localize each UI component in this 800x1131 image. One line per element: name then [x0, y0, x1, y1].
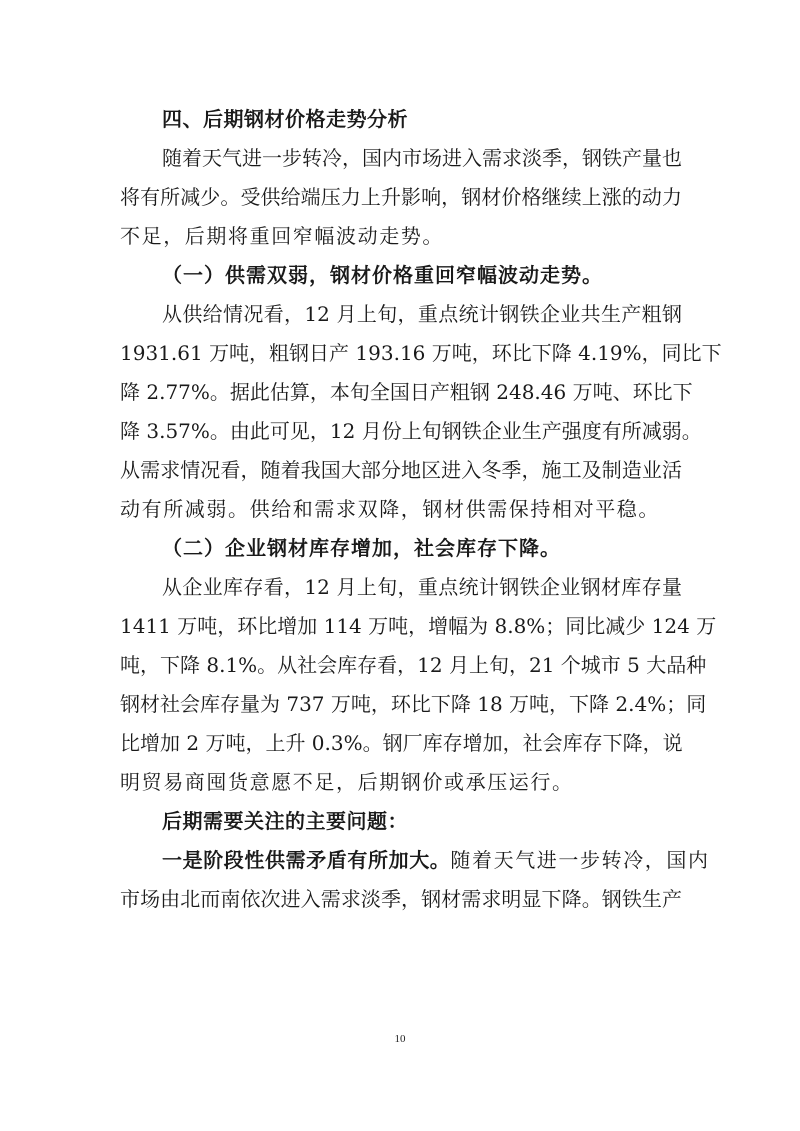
paragraph-line: 降 2.77%。据此估算，本旬全国日产粗钢 248.46 万吨、环比下	[120, 380, 693, 404]
issue-item-1	[120, 841, 710, 880]
page-number: 10	[394, 1033, 406, 1045]
paragraph-line: 钢材社会库存量为 737 万吨，环比下降 18 万吨，下降 2.4%；同	[120, 692, 707, 716]
paragraph-line: 市场由北而南依次进入需求淡季，钢材需求明显下降。钢铁生产	[120, 887, 682, 911]
paragraph-line: 吨，下降 8.1%。从社会库存看，12 月上旬，21 个城市 5 大品种	[120, 653, 707, 677]
paragraph-line: 不足，后期将重回窄幅波动走势。	[120, 224, 444, 248]
issue-item-1-text: 随着天气进一步转冷，国内	[450, 848, 710, 872]
paragraph-line: 动有所减弱。供给和需求双降，钢材供需保持相对平稳。	[120, 497, 660, 521]
paragraph-line: 将有所减少。受供给端压力上升影响，钢材价格继续上涨的动力	[120, 185, 682, 209]
paragraph-line: 从需求情况看，随着我国大部分地区进入冬季，施工及制造业活	[120, 458, 682, 482]
subsection-heading-2: （二）企业钢材库存增加，社会库存下降。	[162, 536, 561, 560]
paragraph-line: 1411 万吨，环比增加 114 万吨，增幅为 8.8%；同比减少 124 万	[120, 614, 717, 638]
document-page	[120, 100, 722, 919]
paragraph-line: 从供给情况看，12 月上旬，重点统计钢铁企业共生产粗钢	[162, 302, 682, 326]
issue-item-1-lead: 一是阶段性供需矛盾有所加大。	[162, 848, 451, 872]
paragraph-line: 1931.61 万吨，粗钢日产 193.16 万吨，环比下降 4.19%，同比下	[120, 341, 722, 365]
paragraph-line: 降 3.57%。由此可见，12 月份上旬钢铁企业生产强度有所减弱。	[120, 419, 702, 443]
subsection-heading-1: （一）供需双弱，钢材价格重回窄幅波动走势。	[162, 263, 603, 287]
paragraph-line: 随着天气进一步转冷，国内市场进入需求淡季，钢铁产量也	[162, 146, 682, 170]
paragraph-line: 明贸易商囤货意愿不足，后期钢价或承压运行。	[120, 770, 574, 794]
paragraph-line: 比增加 2 万吨，上升 0.3%。钢厂库存增加，社会库存下降，说	[120, 731, 683, 755]
paragraph-line: 从企业库存看，12 月上旬，重点统计钢铁企业钢材库存量	[162, 575, 682, 599]
issues-heading: 后期需要关注的主要问题：	[162, 809, 408, 833]
section-heading: 四、后期钢材价格走势分析	[162, 107, 408, 131]
